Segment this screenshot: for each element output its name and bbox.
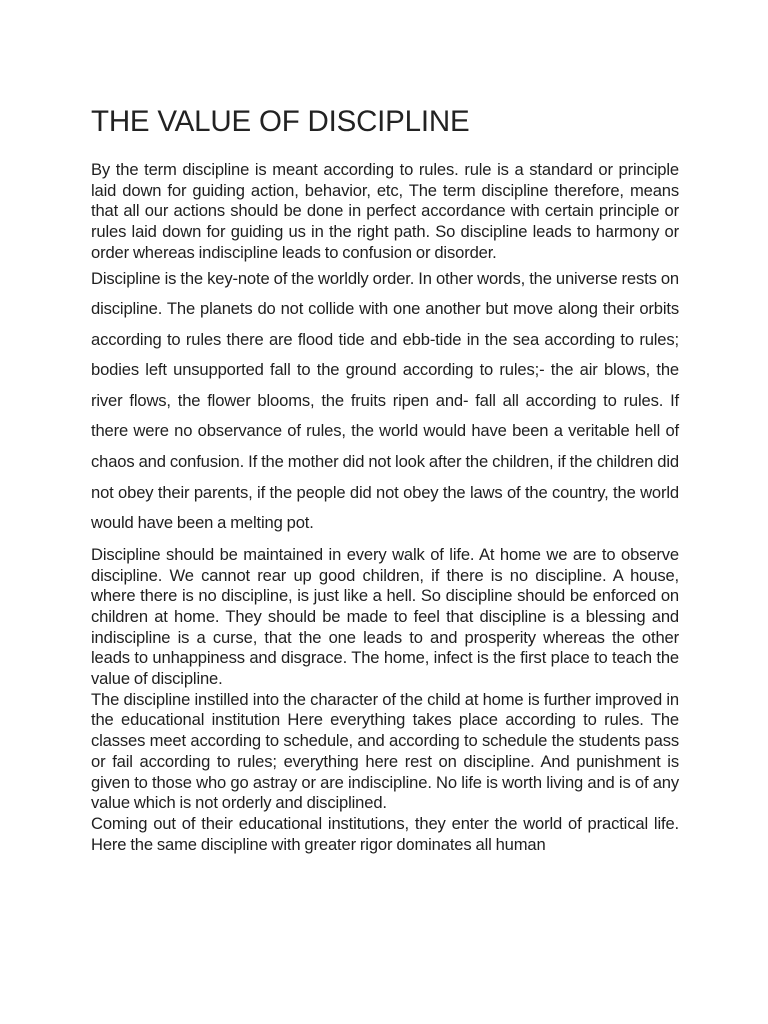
page-title: THE VALUE OF DISCIPLINE: [91, 105, 470, 138]
document-body: [91, 104, 679, 855]
paragraph-practical-life: Coming out of their educational institutions, they enter the world of practical life. Here the same discipline with greater rigor dominates all human: [91, 814, 679, 854]
paragraph-definition: By the term discipline is meant according to rules. rule is a standard or principle laid down for guiding action, behavior, etc, The term discipline therefore, means that all our actions should be done in perfect accordance with certain principle or rules laid down for guiding us in the right path. So discipline leads to harmony or order whereas indiscipline leads to confusion or disorder.: [91, 160, 679, 262]
paragraph-education: The discipline instilled into the character of the child at home is further improved in the educational institution Here everything takes place according to rules. The classes meet according to schedule, and according to schedule the students pass or fail according to rules; everything here rest on discipline. And punishment is given to those who go astray or are indiscipline. No life is worth living and is of any value which is not orderly and disciplined.: [91, 689, 679, 813]
paragraph-home: Discipline should be maintained in every walk of life. At home we are to observe discipline. We cannot rear up good children, if there is no discipline. A house, where there is no discipline, is just like a hell. So discipline should be enforced on children at home. They should be made to feel that discipline is a blessing and indiscipline is a curse, that the one leads to and prosperity whereas the other leads to unhappiness and disgrace. The home, infect is the first place to teach the value of discipline.: [91, 544, 679, 689]
paragraph-worldly-order: Discipline is the key-note of the worldly order. In other words, the universe rests on discipline. The planets do not collide with one another but move along their orbits according to rules there are flood tide and ebb-tide in the sea according to rules; bodies left unsupported fall to the ground according to rules;- the air blows, the river flows, the flower blooms, the fruits ripen and- fall all according to rules. If there were no observance of rules, the world would have been a veritable hell of chaos and confusion. If the mother did not look after the children, if the children did not obey their parents, if the people did not obey the laws of the country, the world would have been a melting pot.: [91, 268, 679, 533]
